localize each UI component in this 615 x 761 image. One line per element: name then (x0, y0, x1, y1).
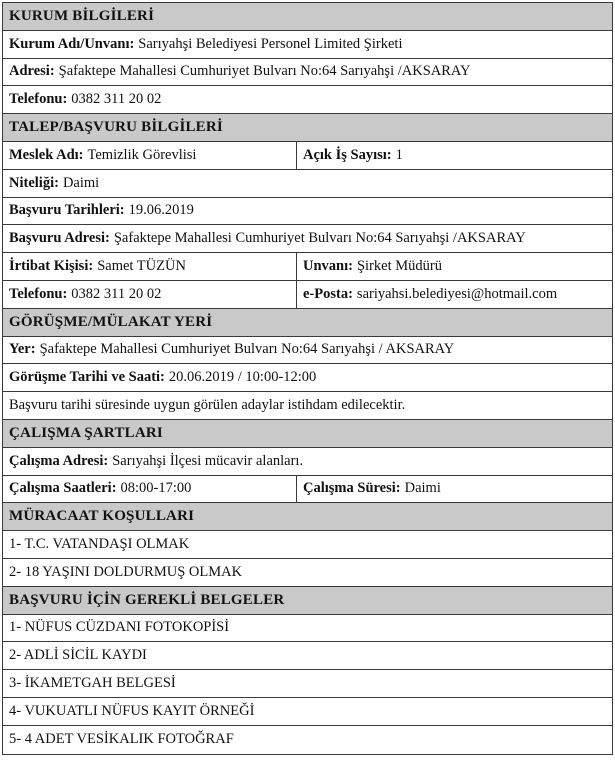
field-label: Başvuru Adresi: (9, 230, 110, 247)
field-value: 19.06.2019 (128, 202, 194, 219)
section-title: GÖRÜŞME/MÜLAKAT YERİ (9, 313, 213, 330)
field-label: İrtibat Kişisi: (9, 258, 94, 275)
condition-item: 2- 18 YAŞINI DOLDURMUŞ OLMAK (9, 563, 243, 580)
field-label: e-Posta: (303, 285, 353, 302)
field-label: Başvuru Tarihleri: (9, 202, 125, 219)
field-value: Daimi (404, 480, 441, 497)
field-value: Daimi (62, 174, 100, 191)
job-posting-table (2, 2, 613, 755)
field-value: Samet TÜZÜN (97, 258, 186, 275)
section-header-gorusme (3, 309, 612, 337)
section-header-muracaat (3, 503, 612, 531)
row-calisma-adres (3, 448, 612, 476)
document-item: 3- İKAMETGAH BELGESİ (9, 675, 176, 692)
document-item: 2- ADLİ SİCİL KAYDI (9, 647, 147, 664)
section-header-talep (3, 114, 612, 142)
section-header-belgeler (3, 587, 612, 615)
field-value: Şafaktepe Mahallesi Cumhuriyet Bulvarı No:64 Sarıyahşi /AKSARAY (58, 63, 471, 80)
field-value: 1 (395, 146, 403, 163)
note-text: Başvuru tarihi süresinde uygun görülen adaylar istihdam edilecektir. (9, 397, 406, 414)
list-item (3, 531, 612, 559)
section-title: TALEP/BAŞVURU BİLGİLERİ (9, 119, 223, 136)
field-value: Şirket Müdürü (356, 258, 442, 275)
list-item (3, 642, 612, 670)
row-iletisim (3, 281, 612, 309)
row-meslek (3, 142, 612, 170)
section-title: ÇALIŞMA ŞARTLARI (9, 424, 163, 441)
row-kurum-adi (3, 31, 612, 59)
field-value: Temizlik Görevlisi (87, 146, 197, 163)
email-value: sariyahsi.belediyesi@hotmail.com (356, 285, 558, 302)
section-title: BAŞVURU İÇİN GEREKLİ BELGELER (9, 591, 285, 608)
field-value: Şafaktepe Mahallesi Cumhuriyet Bulvarı No:64 Sarıyahşi /AKSARAY (113, 230, 526, 247)
field-label: Adresi: (9, 63, 55, 80)
row-gorusme-not (3, 392, 612, 420)
row-kurum-adres (3, 59, 612, 87)
field-value: 0382 311 20 02 (71, 285, 162, 302)
field-label: Telefonu: (9, 285, 68, 302)
field-label: Açık İş Sayısı: (303, 146, 392, 163)
field-label: Yer: (9, 341, 36, 358)
list-item (3, 615, 612, 643)
field-label: Telefonu: (9, 91, 68, 108)
field-label: Meslek Adı: (9, 146, 84, 163)
field-label: Kurum Adı/Unvanı: (9, 35, 135, 52)
field-label: Niteliği: (9, 174, 59, 191)
list-item (3, 670, 612, 698)
field-value: Sarıyahşi Belediyesi Personel Limited Şirketi (138, 35, 403, 52)
field-value: 08:00-17:00 (120, 480, 192, 497)
field-label: Unvanı: (303, 258, 353, 275)
field-label: Görüşme Tarihi ve Saati: (9, 369, 165, 386)
row-nitelik (3, 170, 612, 198)
row-kurum-telefon (3, 86, 612, 114)
field-value: 0382 311 20 02 (71, 91, 162, 108)
list-item (3, 726, 612, 754)
list-item (3, 698, 612, 726)
section-title: MÜRACAAT KOŞULLARI (9, 508, 195, 525)
condition-item: 1- T.C. VATANDAŞI OLMAK (9, 536, 190, 553)
document-item: 4- VUKUATLI NÜFUS KAYIT ÖRNEĞİ (9, 702, 255, 719)
field-value: Şafaktepe Mahallesi Cumhuriyet Bulvarı No:64 Sarıyahşi / AKSARAY (39, 341, 455, 358)
field-label: Çalışma Süresi: (303, 480, 401, 497)
field-label: Çalışma Adresi: (9, 452, 109, 469)
row-basvuru-tarihi (3, 198, 612, 226)
field-value: Sarıyahşi İlçesi mücavir alanları. (112, 452, 304, 469)
document-item: 1- NÜFUS CÜZDANI FOTOKOPİSİ (9, 619, 230, 636)
field-value: 20.06.2019 / 10:00-12:00 (168, 369, 317, 386)
section-title: KURUM BİLGİLERİ (9, 7, 155, 24)
document-item: 5- 4 ADET VESİKALIK FOTOĞRAF (9, 731, 234, 748)
row-gorusme-yer (3, 337, 612, 365)
row-irtibat (3, 253, 612, 281)
row-basvuru-adresi (3, 225, 612, 253)
section-header-kurum (3, 3, 612, 31)
section-header-calisma (3, 420, 612, 448)
list-item (3, 559, 612, 587)
row-calisma-saat (3, 476, 612, 504)
row-gorusme-tarih (3, 364, 612, 392)
field-label: Çalışma Saatleri: (9, 480, 117, 497)
